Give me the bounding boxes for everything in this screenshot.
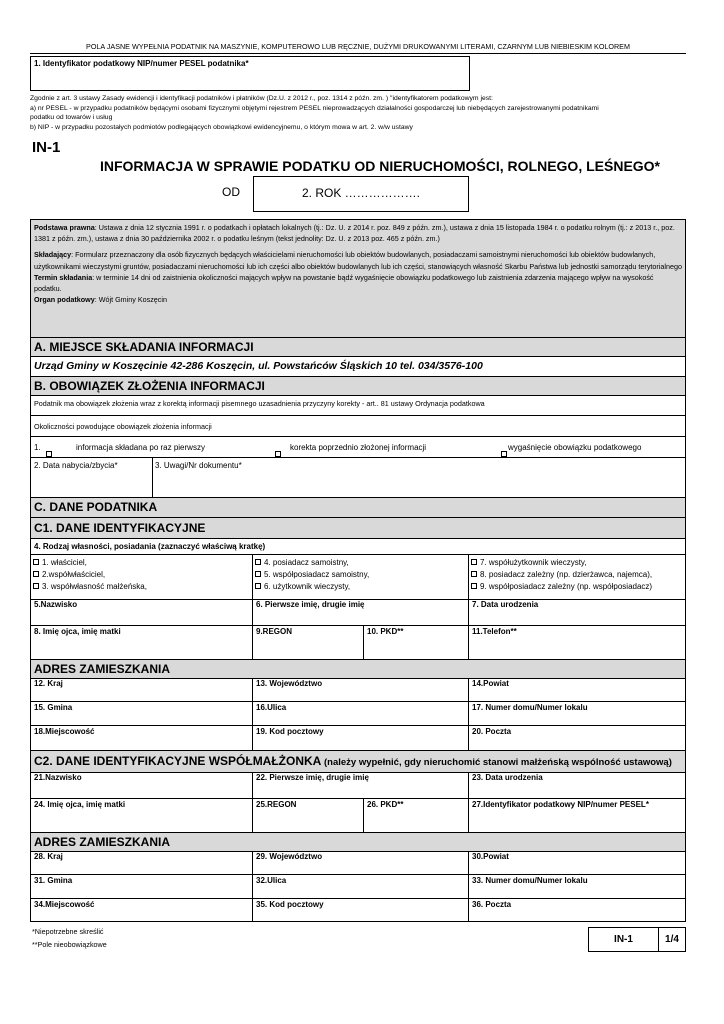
checkbox[interactable] — [471, 583, 477, 589]
field-spouse-birth-date[interactable]: 23. Data urodzenia — [472, 773, 543, 782]
row-address-3 — [30, 726, 686, 751]
field-spouse-first-names[interactable]: 22. Pierwsze imię, drugie imię — [253, 772, 469, 798]
field-spouse-regon[interactable]: 25.REGON — [253, 799, 364, 832]
ownership-option[interactable]: 8. posiadacz zależny (np. dzierżawca, najemca), — [471, 569, 652, 581]
spouse-address-title: ADRES ZAMIESZKANIA — [31, 833, 685, 851]
top-note: POLA JASNE WYPEŁNIA PODATNIK NA MASZYNIE, KOMPUTEROWO LUB RĘCZNIE, DUŻYMI DRUKOWANYMI LITERAMI, CZARNYM LUB NIEBIESKIM KOLOREM — [86, 42, 630, 51]
field-country[interactable]: 12. Kraj — [31, 678, 253, 701]
top-rule — [30, 53, 686, 54]
podstawa-prawna: Podstawa prawna: Ustawa z dnia 12 stycznia 1991 r. o podatkach i opłatach lokalnych (tj.: Dz. U. z 2014 r. poz. 849 z późn. zm.), ustawa z dnia 15 listopada 1984 r. o podatku rolnym (tj.: z 2013 r., poz. 1381 z późn. zm.), ustawa z dnia 30 października 2002 r. o podatku leśnym (tekst jednolity: Dz. U. z 2013 poz. 465 z późn. zm.) — [34, 223, 675, 244]
year-field[interactable] — [253, 176, 469, 212]
field-spouse-municipality[interactable]: 31. Gmina — [31, 875, 253, 898]
field-spouse-country[interactable]: 28. Kraj — [31, 851, 253, 874]
ownership-option[interactable]: 5. współposiadacz samoistny, — [255, 569, 369, 581]
checkbox[interactable] — [255, 583, 261, 589]
checkbox-expiry[interactable] — [501, 451, 507, 457]
section-c2-title — [31, 751, 685, 772]
section-b-title: B. OBOWIĄZEK ZŁOŻENIA INFORMACJI — [31, 377, 685, 395]
field-spouse-postal-code[interactable]: 35. Kod pocztowy — [253, 899, 469, 921]
field-spouse-post-office[interactable]: 36. Poczta — [472, 900, 512, 909]
field-voivodeship[interactable]: 13. Województwo — [253, 678, 469, 701]
checkbox-first-time[interactable] — [46, 451, 52, 457]
ownership-col-2 — [255, 557, 369, 593]
field-phone[interactable]: 11.Telefon** — [472, 627, 517, 636]
field-spouse-parents[interactable]: 24. Imię ojca, imię matki — [31, 799, 253, 832]
field-regon[interactable]: 9.REGON — [253, 626, 364, 659]
field-street[interactable]: 16.Ulica — [253, 702, 469, 725]
address-title: ADRES ZAMIESZKANIA — [31, 660, 685, 678]
footer-form-code: IN-1 — [589, 928, 659, 951]
row-address-2 — [30, 702, 686, 726]
divider — [152, 457, 153, 497]
year-label: 2. ROK ………………. — [301, 186, 420, 200]
field-pkd[interactable]: 10. PKD** — [364, 626, 469, 659]
section-b-note: Podatnik ma obowiązek złożenia wraz z korektą informacji pisemnego uzasadnienia przyczyny korekty - art.. 81 ustawy Ordynacja podatkowa — [34, 399, 485, 408]
footnote-2: **Pole nieobowiązkowe — [32, 940, 107, 949]
row-names — [30, 599, 686, 626]
field-surname[interactable]: 5.Nazwisko — [31, 599, 253, 625]
nip-pesel-field[interactable] — [30, 56, 470, 91]
field-county[interactable]: 14.Powiat — [472, 679, 509, 688]
field-spouse-town[interactable]: 34.Miejscowość — [31, 899, 253, 921]
form-code: IN-1 — [32, 139, 61, 156]
section-a-title: A. MIEJSCE SKŁADANIA INFORMACJI — [31, 338, 685, 356]
checkbox[interactable] — [255, 571, 261, 577]
organ-podatkowy: Organ podatkowy: Wójt Gminy Koszęcin — [34, 295, 167, 305]
od-label: OD — [222, 185, 240, 199]
section-c1-title: C1. DANE IDENTYFIKACYJNE — [31, 518, 685, 538]
field-spouse-nip[interactable]: 27.Identyfikator podatkowy NIP/numer PESEL* — [472, 800, 649, 809]
page-number: 1/4 — [665, 934, 679, 945]
footnote-1: *Niepotrzebne skreślić — [32, 927, 104, 936]
row-parents — [30, 626, 686, 660]
field-municipality[interactable]: 15. Gmina — [31, 702, 253, 725]
legal-note-line: a) nr PESEL - w przypadku podatników będącymi osobami fizycznymi objętymi rejestrem PESEL nieprowadzących działalności gospodarczej lub niebędących zarejestrowanymi podatnikami — [30, 104, 599, 112]
row-spouse-parents — [30, 799, 686, 833]
ownership-option[interactable]: 4. posiadacz samoistny, — [255, 557, 369, 569]
section-a-address: Urząd Gminy w Koszęcinie 42-286 Koszęcin, ul. Powstańców Śląskich 10 tel. 034/3576-100 — [34, 360, 483, 372]
field-1-prefix: 1. — [34, 443, 41, 452]
page-box — [588, 927, 686, 952]
field-post-office[interactable]: 20. Poczta — [472, 727, 512, 736]
row-address-1 — [30, 678, 686, 702]
field-2-date[interactable]: 2. Data nabycia/zbycia* — [34, 461, 118, 470]
row-spouse-address-3 — [30, 899, 686, 922]
ownership-option[interactable]: 9. współposiadacz zależny (np. współposiadacz) — [471, 581, 652, 593]
checkbox[interactable] — [471, 559, 477, 565]
field-town[interactable]: 18.Miejscowość — [31, 726, 253, 750]
ownership-col-1 — [33, 557, 147, 593]
field-spouse-voivodeship[interactable]: 29. Województwo — [253, 851, 469, 874]
ownership-option[interactable]: 3. współwłasność małżeńska, — [33, 581, 147, 593]
field-spouse-pkd[interactable]: 26. PKD** — [364, 799, 469, 832]
field-first-names[interactable]: 6. Pierwsze imię, drugie imię — [253, 599, 469, 625]
ownership-option[interactable]: 2.współwłaściciel, — [33, 569, 147, 581]
option-first-time: informacja składana po raz pierwszy — [76, 443, 205, 452]
ownership-option[interactable]: 6. użytkownik wieczysty, — [255, 581, 369, 593]
field-parents[interactable]: 8. Imię ojca, imię matki — [31, 626, 253, 659]
ownership-option[interactable]: 7. współużytkownik wieczysty, — [471, 557, 652, 569]
circumstances-label: Okoliczności powodujące obowiązek złożenia informacji — [34, 422, 212, 431]
skladajacy: Składający: Formularz przeznaczony dla osób fizycznych będących właścicielami nieruchomości lub obiektów budowlanych, posiadaczami samoistnymi nieruchomości lub obiektów budowlanych, użytkownikami wieczystymi gruntów, posiadaczami nieruchomości lub ich części albo obiektów budowlanych lub ich części, stanowiących własność Skarbu Państwa lub jednostki samorządu terytorialnego — [34, 250, 682, 271]
termin-skladania: Termin składania: w terminie 14 dni od zaistnienia okoliczności mających wpływ na powstanie bądź wygaśnięcie obowiązku podatkowego lub zaistnienia zdarzenia mającego wpływ na wysokość podatku. — [34, 272, 654, 294]
ownership-option[interactable]: 1. właściciel, — [33, 557, 147, 569]
checkbox[interactable] — [33, 583, 39, 589]
legal-note — [30, 94, 686, 132]
field-spouse-county[interactable]: 30.Powiat — [472, 852, 509, 861]
legal-basis-block — [31, 220, 685, 337]
field-birth-date[interactable]: 7. Data urodzenia — [472, 600, 539, 609]
c2-note: (należy wypełnić, gdy nieruchomić stanowi małżeńską wspólność ustawową) — [321, 757, 672, 768]
option-correction: korekta poprzednio złożonej informacji — [290, 443, 427, 452]
checkbox[interactable] — [33, 571, 39, 577]
field-spouse-surname[interactable]: 21.Nazwisko — [31, 772, 253, 798]
checkbox[interactable] — [255, 559, 261, 565]
field-house-number[interactable]: 17. Numer domu/Numer lokalu — [472, 703, 588, 712]
legal-note-line: b) NIP - w przypadku pozostałych podmiotów podlegających obowiązkowi ewidencyjnemu, o którym mowa w art. 2. w/w ustawy — [30, 123, 413, 131]
field-spouse-street[interactable]: 32.Ulica — [253, 875, 469, 898]
legal-note-line: podatku od towarów i usług — [30, 114, 113, 121]
field-3-notes[interactable]: 3. Uwagi/Nr dokumentu* — [155, 461, 242, 470]
row-spouse-address-2 — [30, 875, 686, 899]
field-spouse-house-number[interactable]: 33. Numer domu/Numer lokalu — [472, 876, 588, 885]
nip-pesel-label: 1. Identyfikator podatkowy NIP/numer PESEL podatnika* — [34, 59, 249, 68]
row-spouse-names — [30, 772, 686, 799]
ownership-col-3 — [471, 557, 652, 593]
field-postal-code[interactable]: 19. Kod pocztowy — [253, 726, 469, 750]
legal-note-line: Zgodnie z art. 3 ustawy Zasady ewidencji i identyfikacji podatników i płatników (Dz.U. z 2012 r., poz. 1314 z późn. zm. ) "identyfikatorem podatkowym jest: — [30, 95, 493, 102]
checkbox[interactable] — [33, 559, 39, 565]
checkbox[interactable] — [471, 571, 477, 577]
checkbox-correction[interactable] — [275, 451, 281, 457]
row-spouse-address-1 — [30, 851, 686, 875]
ownership-label: 4. Rodzaj własności, posiadania (zaznaczyć właściwą kratkę) — [34, 542, 266, 551]
option-expiry: wygaśnięcie obowiązku podatkowego — [508, 443, 642, 452]
main-title: INFORMACJA W SPRAWIE PODATKU OD NIERUCHOMOŚCI, ROLNEGO, LEŚNEGO* — [99, 158, 661, 174]
c2-title-text: C2. DANE IDENTYFIKACYJNE WSPÓŁMAŁŻONKA — [34, 754, 322, 768]
section-c-title: C. DANE PODATNIKA — [31, 498, 685, 517]
